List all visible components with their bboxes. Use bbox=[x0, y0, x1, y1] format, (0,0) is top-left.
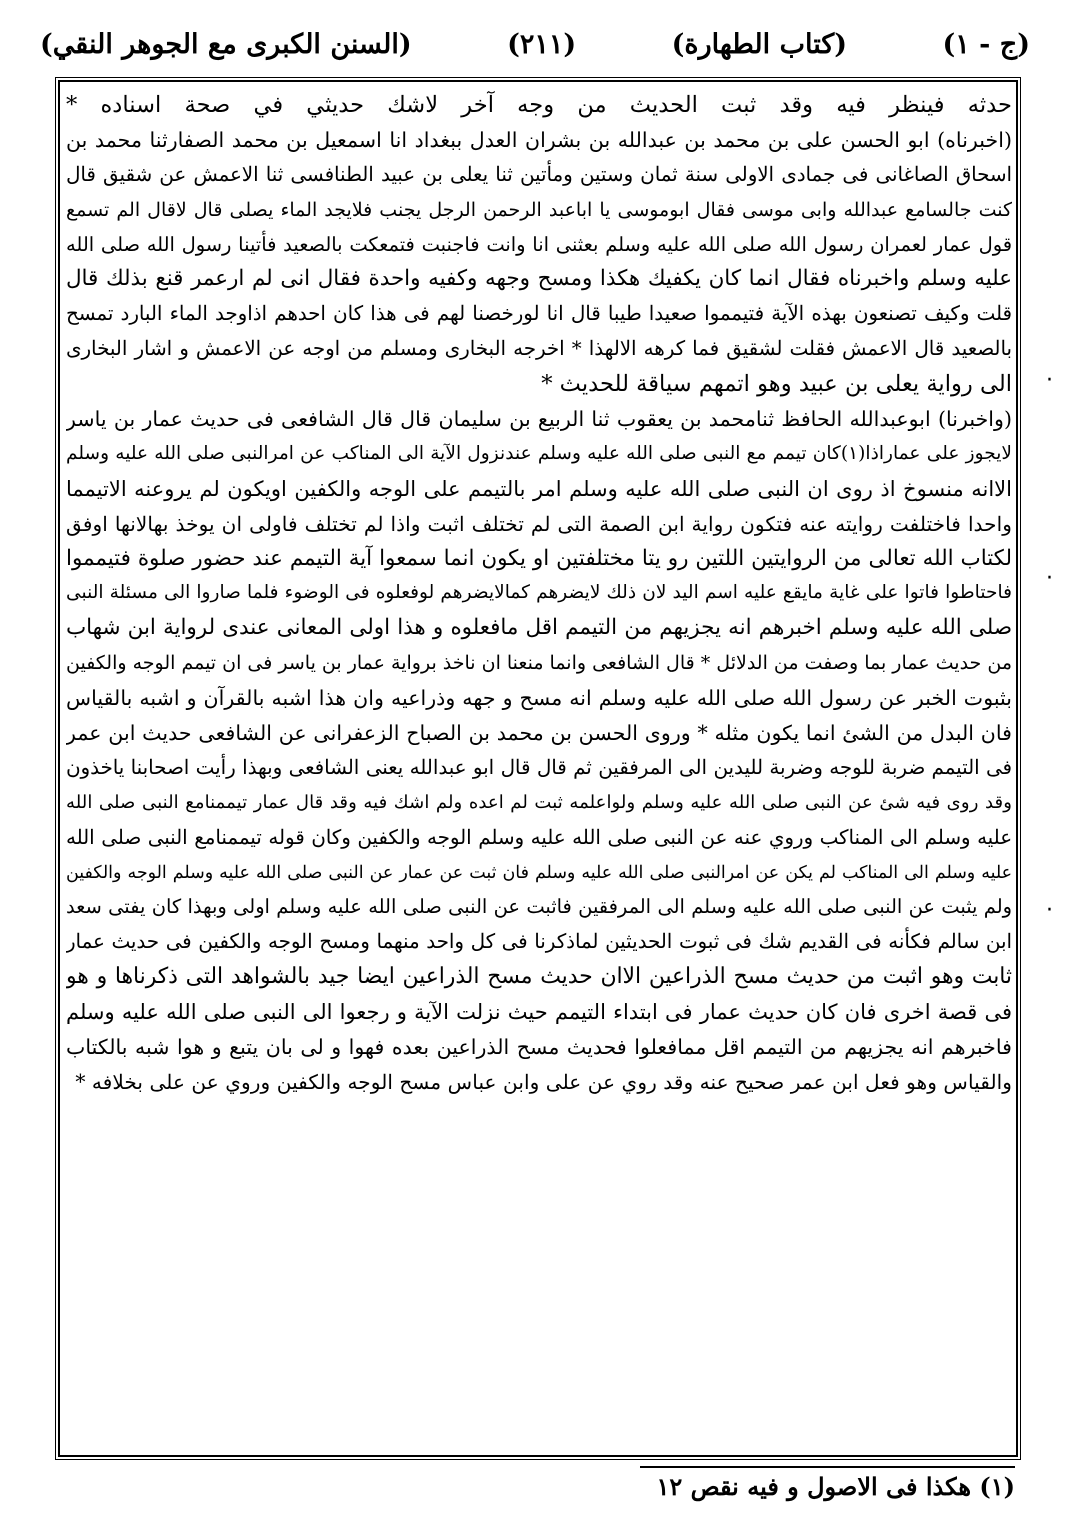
text-line: بثبوت الخبر عن رسول الله صلى الله عليه وسلم انه مسح و جهه وذراعيه وان هذا اشبه بالقرآن و اشبه بالقياس bbox=[66, 686, 1012, 711]
text-line: بالصعيد قال الاعمش فقلت لشقيق فما كرهه الالهذا * اخرجه البخارى ومسلم من اوجه عن الاعمش و اشار البخارى bbox=[66, 337, 1012, 361]
text-line: فاحتاطوا فاتوا على غاية مايقع عليه اسم اليد لان ذلك لايضرهم كمالايضرهم لوفعلوه فى الوضوء فلما صاروا الى مسئلة النبى bbox=[66, 582, 1012, 604]
text-line: عليه وسلم الى المناكب لم يكن عن امرالنبى صلى الله عليه وسلم فان ثبت عن عمار عن النبى صلى الله عليه وسلم الوجه والكفين bbox=[66, 862, 1012, 883]
text-line: واحدا فاختلفت روايته عنه فتكون رواية ابن الصمة التى لم تختلف اثبت واذا لم تختلف فاولى ان يوخذ بهالانها اوفق bbox=[66, 511, 1012, 536]
text-line: صلى الله عليه وسلم اخبرهم انه يجزيهم من التيمم اقل مافعلوه و هذا اولى المعانى عندى لرواية ابن شهاب bbox=[66, 615, 1012, 641]
text-line: فى التيمم ضربة للوجه وضربة لليدين الى المرفقين ثم قال قال ابو عبدالله يعنى الشافعى وبهذا رأيت اصحابنا ياخذون bbox=[66, 755, 1012, 779]
margin-mark: · bbox=[1046, 898, 1053, 923]
text-line: كنت جالسامع عبدالله وابى موسى فقال ابوموسى يا اباعبد الرحمن الرجل يجنب فلايجد الماء يصلى قال لاقال الم تسمع bbox=[66, 198, 1012, 221]
page-header bbox=[40, 10, 1030, 78]
book-title: (السنن الكبرى مع الجوهر النقي) bbox=[40, 28, 412, 60]
page-number: (٢١١) bbox=[507, 28, 577, 60]
text-line: (واخبرنا) ابوعبدالله الحافظ ثنامحمد بن يعقوب ثنا الربيع بن سليمان قال قال الشافعى فى حديث عمار بن ياسر bbox=[66, 407, 1012, 432]
text-line: الاانه منسوخ اذ روى ان النبى صلى الله عليه وسلم امر بالتيمم على الوجه والكفين اويكون لم يروعنه الاتيمما bbox=[66, 476, 1012, 501]
text-line: من حديث عمار بما وصفت من الدلائل * قال الشافعى وانما منعنا ان ناخذ برواية عمار بن ياسر فى ان تيمم الوجه والكفين bbox=[66, 652, 1012, 675]
footnote-divider bbox=[640, 1466, 1015, 1468]
text-line: الى رواية يعلى بن عبيد وهو اتمهم سياقة للحديث * bbox=[541, 371, 1012, 398]
text-line: وقد روى فيه شئ عن النبى صلى الله عليه وسلم ولواعلمه ثبت لم اعده ولم اشك فيه وقد قال عمار تيممنامع النبى صلى الله bbox=[66, 791, 1012, 813]
volume-label: (ج - ١) bbox=[942, 28, 1030, 60]
text-line: قول عمار لعمران رسول الله صلى الله عليه وسلم بعثنى انا وانت فاجنبت فتمعكت بالصعيد فأتينا رسول الله صلى الله bbox=[66, 232, 1012, 256]
text-line: والقياس وهو فعل ابن عمر صحيح عنه وقد روي عن على وابن عباس مسح الوجه والكفين وروي عن على بخلافه * bbox=[75, 1069, 1012, 1094]
text-line: اسحاق الصاغانى فى جمادى الاولى سنة ثمان وستين ومأتين ثنا يعلى بن عبيد الطنافسى ثنا الاعمش عن شقيق قال bbox=[66, 162, 1012, 186]
text-line: فى قصة اخرى فان كان حديث عمار فى ابتداء التيمم حيث نزلت الآية و رجعوا الى النبى صلى الله عليه وسلم bbox=[66, 1000, 1012, 1025]
text-line: ابن سالم فكأنه فى القديم شك فى ثبوت الحديثين لماذكرنا فى كل واحد منهما ومسح الوجه والكفين فى حديث عمار bbox=[66, 930, 1012, 954]
chapter-title: (كتاب الطهارة) bbox=[671, 28, 847, 60]
text-line: قلت وكيف تصنعون بهذه الآية فتيمموا صعيدا طيبا قال انا لورخصنا لهم فى هذا كان احدهم اذاوجد الماء البارد تمسح bbox=[66, 302, 1012, 326]
text-line: فاخبرهم انه يجزيهم من التيمم اقل ممافعلوا فحديث مسح الذراعين بعده فهوا و لى بان يتبع و هوا شبه بالكتاب bbox=[66, 1035, 1012, 1060]
text-line: لايجوز على عماراذا(١)كان تيمم مع النبى صلى الله عليه وسلم عندنزول الآية الى المناكب عن امرالنبى صلى الله عليه وسلم bbox=[66, 442, 1012, 464]
text-line: (اخبرناه) ابو الحسن على بن محمد بن عبدالله بن بشران العدل ببغداد انا اسمعيل بن محمد الصفارثنا محمد بن bbox=[66, 127, 1012, 152]
text-line: فان البدل من الشئ انما يكون مثله * وروى الحسن بن محمد بن الصباح الزعفرانى عن الشافعى حديث ابن عمر bbox=[66, 721, 1012, 746]
footnote: (١) هكذا فى الاصول و فيه نقص ١٢ bbox=[656, 1472, 1015, 1501]
margin-mark: · bbox=[1046, 368, 1053, 393]
text-line: حدثه فينظر فيه وقد ثبت الحديث من وجه آخر لاشك حديثي في صحة اسناده * bbox=[66, 92, 1012, 118]
text-line: ولم يثبت عن النبى صلى الله عليه وسلم الى المرفقين فاثبت عن النبى صلى الله عليه وسلم اولى وبهذا كان يفتى سعد bbox=[66, 895, 1012, 919]
text-line: عليه وسلم الى المناكب وروي عنه عن النبى صلى الله عليه وسلم الوجه والكفين وكان قوله تيممنامع النبى صلى الله bbox=[66, 825, 1012, 849]
text-line: لكتاب الله تعالى من الروايتين اللتين رو يتا مختلفتين او يكون انما سمعوا آية التيمم عند حضور صلوة فتيمموا bbox=[66, 545, 1012, 571]
text-line: ثابت وهو اثبت من حديث مسح الذراعين الاان حديث مسح الذراعين ايضا جيد بالشواهد التى ذكرناها و هو bbox=[66, 964, 1012, 990]
main-text bbox=[66, 88, 1012, 1450]
text-line: عليه وسلم واخبرناه فقال انما كان يكفيك هكذا ومسح وجهه وكفيه واحدة فقال انى لم ارعمر قنع بذلك قال bbox=[66, 266, 1012, 292]
margin-mark: · bbox=[1046, 566, 1053, 591]
